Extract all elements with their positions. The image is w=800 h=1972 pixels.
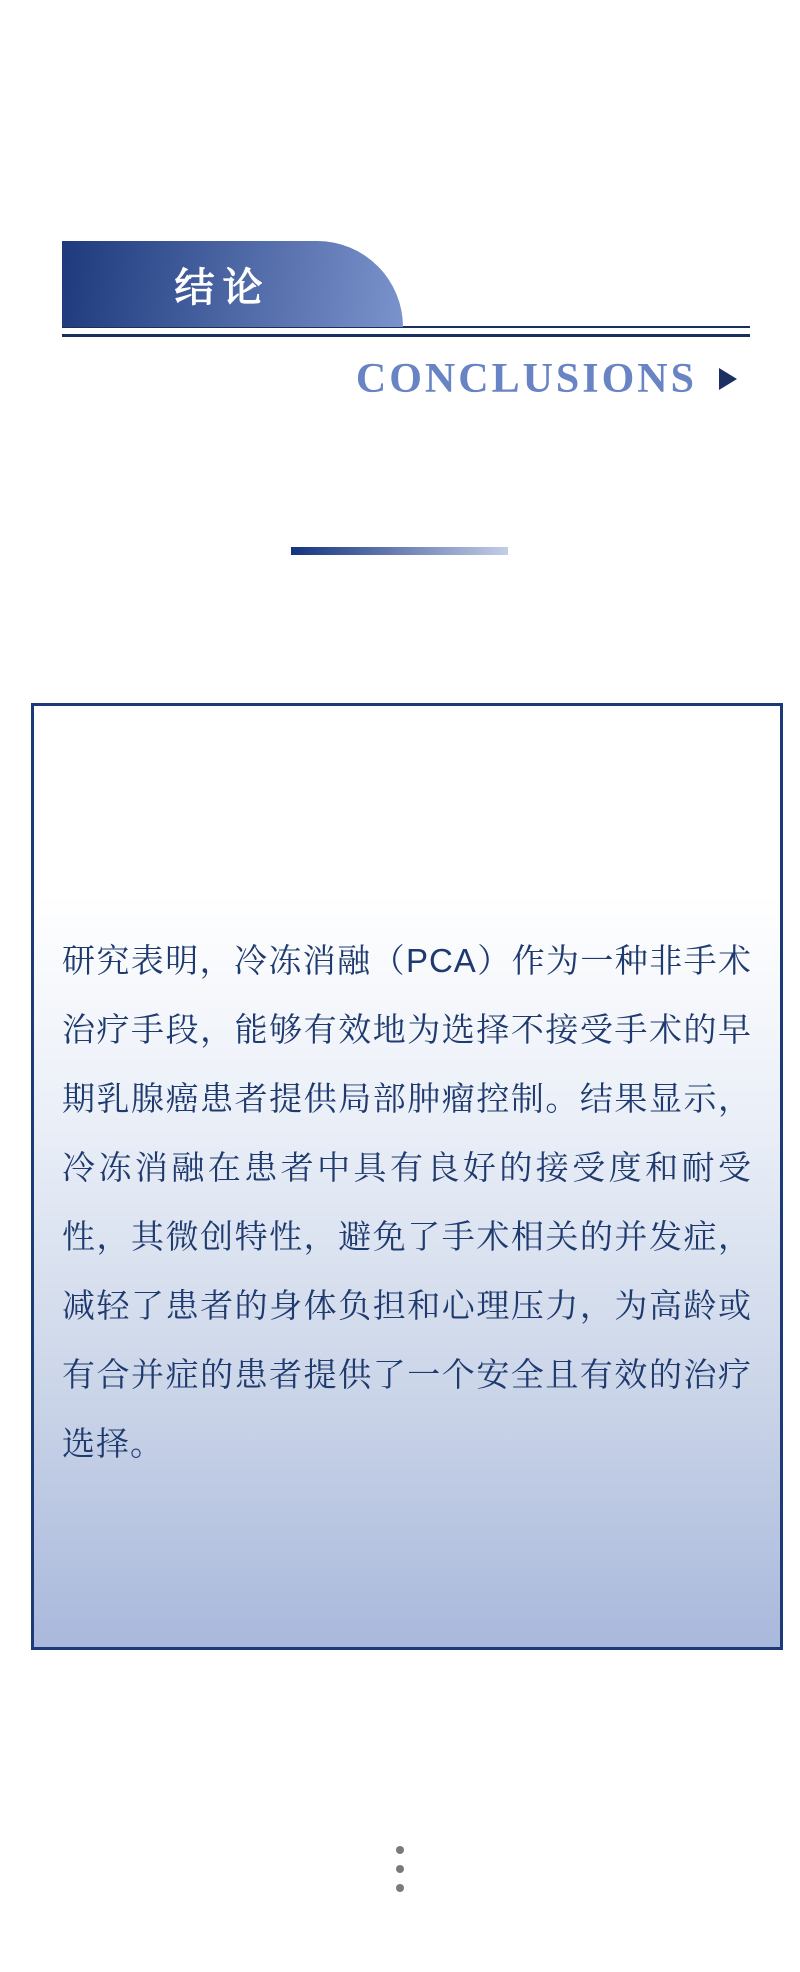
gradient-divider-bar (291, 547, 508, 555)
ellipsis-dot-icon (396, 1884, 404, 1892)
section-title-zh: 结论 (174, 264, 271, 310)
play-arrow-icon (719, 368, 737, 390)
ellipsis-dot-icon (396, 1846, 404, 1854)
section-subtitle-row (356, 358, 737, 400)
section-title-en: CONCLUSIONS (355, 356, 697, 402)
conclusion-box (31, 703, 783, 1650)
conclusion-paragraph: 研究表明，冷冻消融（PCA）作为一种非手术治疗手段，能够有效地为选择不接受手术的早期乳腺癌患者提供局部肿瘤控制。结果显示，冷冻消融在患者中具有良好的接受度和耐受性，其微创特性，避免了手术相关的并发症，减轻了患者的身体负担和心理压力，为高龄或有合并症的患者提供了一个安全且有效的治疗选择。 (62, 942, 752, 1462)
ellipsis-dot-icon (396, 1865, 404, 1873)
header-divider-line-bottom (62, 334, 750, 337)
footer-ellipsis (0, 1846, 800, 1892)
section-banner (62, 241, 403, 327)
